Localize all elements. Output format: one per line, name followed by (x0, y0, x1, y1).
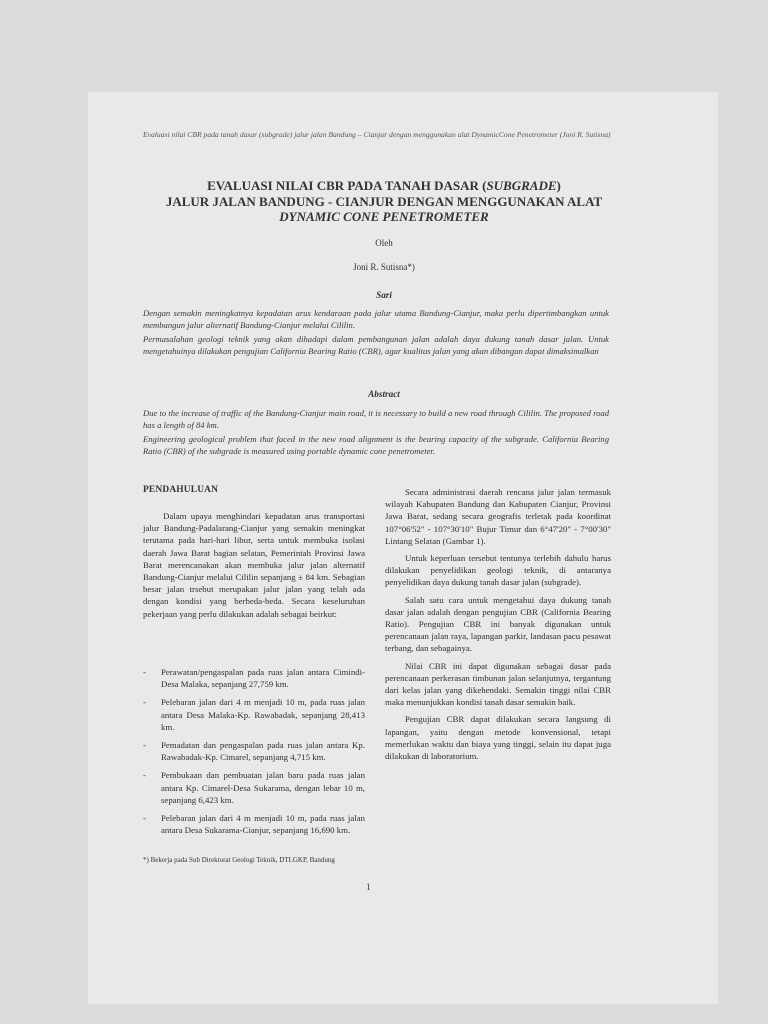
oleh-label: Oleh (375, 238, 393, 248)
title-line-1c: ) (556, 178, 561, 193)
abstract-heading: Abstract (368, 389, 400, 399)
paper-title (110, 178, 658, 225)
running-head: Evaluasi nilai CBR pada tanah dasar (subgrade) jalur jalan Bandung – Cianjur dengan menggunakan alat DynamicCone Penetrometer (Joni R. Sutisna) (143, 130, 611, 139)
right-paragraph-3: Salah satu cara untuk mengetahui daya dukung tanah dasar jalan adalah dengan pengujian CBR (California Bearing Ratio). Pengujian CBR ini banyak digunakan untuk perencanaan jalan raya, lapangan parkir, landasan pacu pesawat terbang, dan sebagainya. (385, 594, 611, 654)
section-heading-pendahuluan: PENDAHULUAN (143, 485, 219, 495)
right-paragraph-5: Pengujian CBR dapat dilakukan secara langsung di lapangan, yaitu dengan metode konvensional, tetapi memerlukan waktu dan biaya yang tinggi, selain itu dapat juga dilakukan di laboratorium. (385, 714, 611, 762)
list-item: - Pelebaran jalan dari 4 m menjadi 10 m, pada ruas jalan antara Desa Malaka-Kp. Rawabadak, sepanjang 28,413 km. (143, 696, 365, 733)
sari-heading: Sari (376, 290, 392, 300)
author-name: Joni R. Sutisna*) (353, 262, 415, 272)
list-item: - Perawatan/pengaspalan pada ruas jalan antara Cimindi-Desa Malaka, sepanjang 27,759 km. (143, 666, 365, 690)
list-item: - Pembukaan dan pembuatan jalan baru pada ruas jalan antara Kp. Cimarel-Desa Sukarama, dengan lebar 10 m, sepanjang 6,423 km. (143, 769, 365, 806)
title-line-2: JALUR JALAN BANDUNG - CIANJUR DENGAN MENGGUNAKAN ALAT (165, 193, 603, 209)
page-number: 1 (366, 882, 371, 892)
title-line-1a: EVALUASI NILAI CBR PADA TANAH DASAR ( (207, 178, 487, 193)
sari-paragraph-2: Permasalahan geologi teknik yang akan dihadapi dalam pembangunan jalan adalah daya dukung tanah dasar jalan. Untuk mengetahuinya dilakukan pengujian California Bearing Ratio (CBR), agar kualitas jalan yang akan dibangun dapat dimaksimalkan (143, 334, 609, 357)
list-item: - Pemadatan dan pengaspalan pada ruas jalan antara Kp. Rawabadak-Kp. Cimarel, sepanjang 4,715 km. (143, 739, 365, 763)
work-items-list (143, 666, 365, 842)
footnote: *) Bekerja pada Sub Direktorat Geologi Teknik, DTLGKP, Bandung (143, 856, 335, 864)
list-item: - Pelebaran jalan dari 4 m menjadi 10 m, pada ruas jalan antara Desa Sukarama-Cianjur, sepanjang 16,690 km. (143, 812, 365, 836)
right-column (385, 486, 611, 762)
right-paragraph-4: Nilai CBR ini dapat digunakan sebagai dasar pada perencanaan perkerasan timbunan jalan selanjutnya, tergantung dari kelas jalan yang dikehendaki. Semakin tinggi nilai CBR maka menunjukkan kondisi tanah dasar semakin baik. (385, 660, 611, 708)
title-line-1 (110, 178, 658, 194)
title-line-3: DYNAMIC CONE PENETROMETER (279, 209, 489, 225)
title-line-1b: SUBGRADE (486, 178, 557, 193)
pendahuluan-paragraph: Dalam upaya menghindari kepadatan arus transportasi jalur Bandung-Padalarang-Cianjur yang semakin meningkat terutama pada hari-hari libur, serta untuk membuka isolasi daerah Jawa Barat bagian selatan, Pemerintah Provinsi Jawa Barat merencanakan akan membuka jalur jalan alternatif Bandung-Cianjur melalui Cililin sepanjang ± 84 km. Sebagian besar jalan trsebut merupakan jalur jalan yang telah ada dengan kondisi yang berbeda-beda. Secara keseluruhan pekerjaan yang perlu dilakukan adalah sebagai beirkut: (143, 511, 365, 619)
sari-paragraph-1: Dengan semakin meningkatnya kepadatan arus kendaraan pada jalur utama Bandung-Cianjur, maka perlu dipertimbangkan untuk membangun jalur alternatif Bandung-Cianjur melalui Cililin. (143, 308, 609, 331)
abstract-paragraph-1: Due to the increase of traffic of the Bandung-Cianjur main road, it is necessary to build a new road through Cililin. The proposed road has a length of 84 km. (143, 408, 609, 431)
right-paragraph-2: Untuk keperluan tersebut tentunya terlebih dahulu harus dilakukan penyelidikan geologi teknik, di antaranya penyelidikan daya dukung tanah dasar jalan (subgrade). (385, 553, 611, 588)
left-column (143, 510, 365, 620)
abstract-paragraph-2: Engineering geological problem that faced in the new road alignment is the bearing capacity of the subgrade. California Bearing Ratio (CBR) of the subgrade is measured using portable dynamic cone penetrometer. (143, 434, 609, 457)
right-paragraph-1: Secara administrasi daerah rencana jalur jalan termasuk wilayah Kabupaten Bandung dan Kabupaten Cianjur, Provinsi Jawa Barat, sedang secara geografis terletak pada koordinat 107°06'52" - 107°30'10" Bujur Timur dan 6°47'20" - 7°00'30" Lintang Selatan (Gambar 1). (385, 487, 611, 546)
